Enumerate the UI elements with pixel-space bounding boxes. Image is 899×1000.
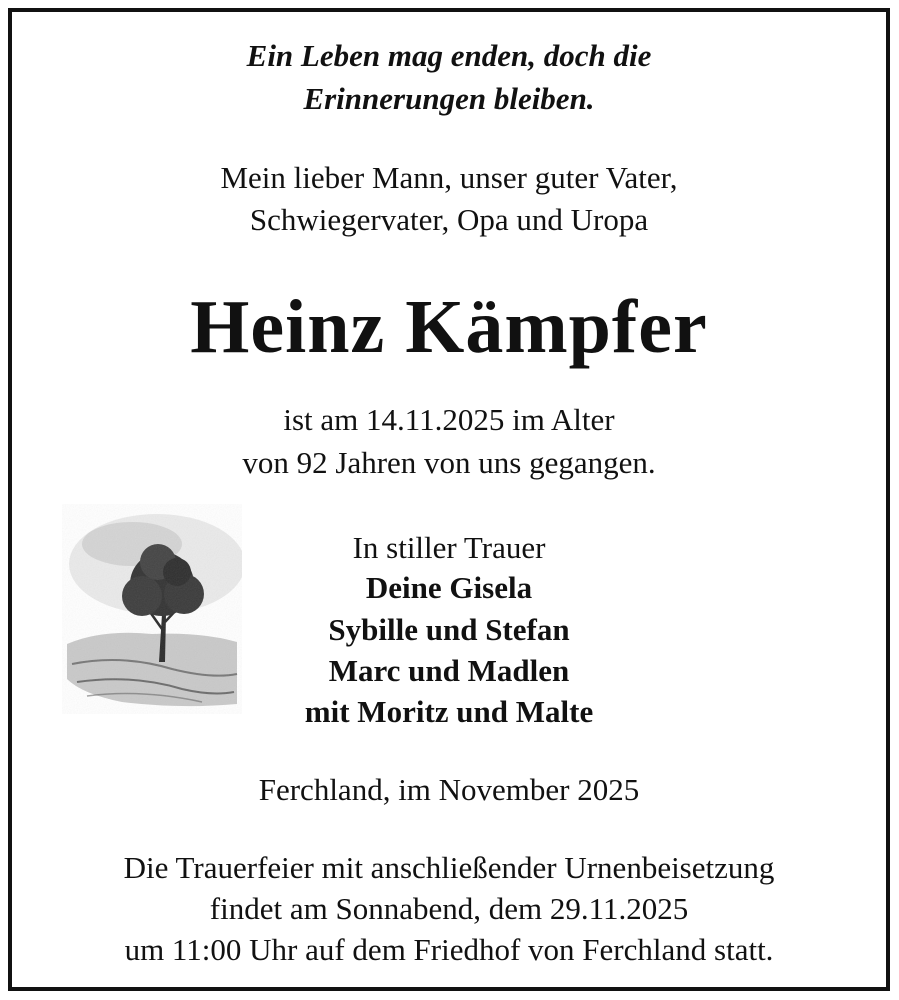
death-notice-line-1: ist am 14.11.2025 im Alter xyxy=(283,402,615,437)
deceased-name: Heinz Kämpfer xyxy=(190,285,708,369)
motto-line-1: Ein Leben mag enden, doch die xyxy=(246,38,652,73)
mourner-4: mit Moritz und Malte xyxy=(304,694,594,729)
mourner-1: Deine Gisela xyxy=(365,570,533,605)
obituary-notice xyxy=(8,8,890,991)
funeral-info-line-2: findet am Sonnabend, dem 29.11.2025 xyxy=(209,891,689,926)
motto-line-2: Erinnerungen bleiben. xyxy=(303,81,595,116)
intro-line-1: Mein lieber Mann, unser guter Vater, xyxy=(220,160,678,195)
mourner-2: Sybille und Stefan xyxy=(328,612,570,647)
mourner-3: Marc und Madlen xyxy=(328,653,570,688)
place-date: Ferchland, im November 2025 xyxy=(258,772,640,807)
mourning-phrase: In stiller Trauer xyxy=(352,530,546,565)
intro-line-2: Schwiegervater, Opa und Uropa xyxy=(249,202,649,237)
funeral-info-line-1: Die Trauerfeier mit anschließender Urnenbeisetzung xyxy=(123,850,775,885)
death-notice-line-2: von 92 Jahren von uns gegangen. xyxy=(242,445,656,480)
funeral-info-line-3: um 11:00 Uhr auf dem Friedhof von Ferchland statt. xyxy=(124,932,774,967)
